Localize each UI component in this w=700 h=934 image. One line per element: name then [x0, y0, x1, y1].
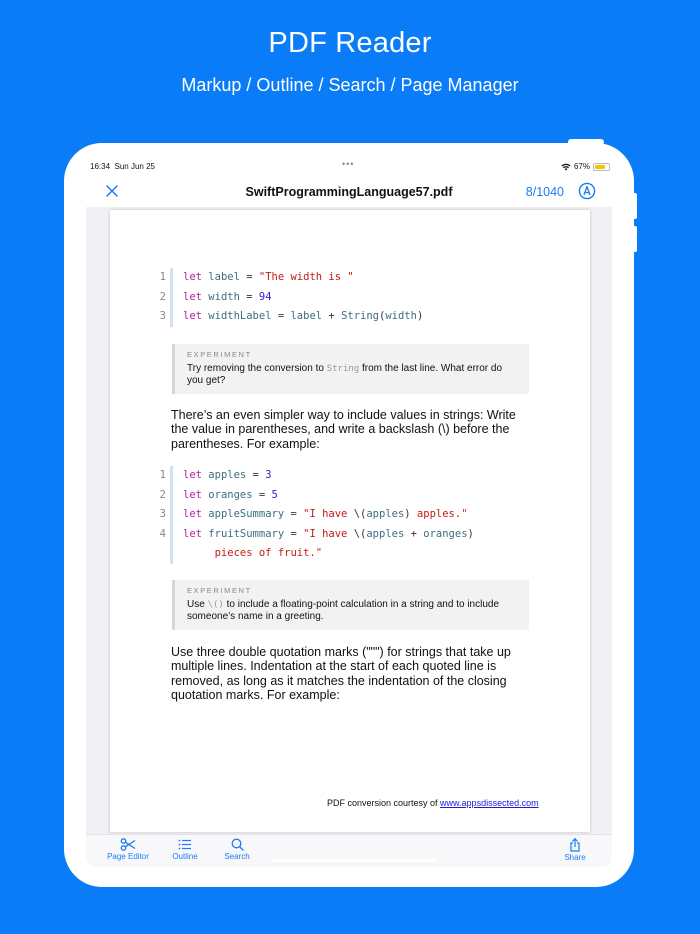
multitasking-dots[interactable]: •••	[342, 159, 355, 169]
outline-button[interactable]	[170, 838, 200, 861]
status-bar	[90, 159, 610, 174]
code-block-2	[159, 466, 474, 564]
share-label: Share	[564, 853, 586, 862]
pdf-viewer[interactable]	[86, 207, 612, 834]
search-button[interactable]	[222, 838, 252, 861]
code-line: 2 let oranges = 5	[173, 486, 474, 506]
code-line: 4 let fruitSummary = "I have \(apples + oranges)	[173, 525, 474, 545]
document-title: SwiftProgrammingLanguage57.pdf	[245, 185, 453, 199]
search-icon	[231, 838, 244, 851]
code-line: 2 let width = 94	[173, 288, 423, 308]
status-time	[90, 162, 155, 171]
code-line: pieces of fruit."	[214, 547, 323, 559]
code-line: 1 let label = "The width is "	[173, 268, 423, 288]
line-number: 1	[159, 469, 166, 481]
line-number: 2	[159, 290, 166, 303]
experiment-text: Try removing the conversion to String from the last line. What error do you get?	[187, 363, 503, 386]
share-icon	[569, 838, 581, 852]
code-line: 1 let apples = 3	[173, 466, 474, 486]
experiment-text: Use \() to include a floating-point calculation in a string and to include someone’s name in a greeting.	[187, 599, 500, 622]
clock: 16:34	[90, 162, 111, 171]
paragraph-string-interpolation: There’s an even simpler way to include values in strings: Write the value in parentheses, and write a backslash (\) before the parentheses. For example:	[171, 408, 516, 451]
battery-icon	[593, 163, 610, 171]
experiment-label: EXPERIMENT	[187, 586, 252, 595]
search-label: Search	[224, 852, 250, 861]
page-editor-button[interactable]	[106, 838, 150, 861]
status-indicators	[561, 162, 610, 171]
code-line: 3 let widthLabel = label + String(width)	[173, 307, 423, 327]
date: Sun Jun 25	[114, 162, 155, 171]
wifi-icon	[561, 163, 571, 171]
footer-link[interactable]: www.appsdissected.com	[440, 798, 539, 808]
nav-bar	[86, 178, 612, 206]
page-counter[interactable]: 8/1040	[525, 185, 564, 199]
share-button[interactable]	[560, 838, 590, 862]
line-number: 2	[159, 488, 166, 501]
code-line: 3 let appleSummary = "I have \(apples) apples."	[173, 505, 474, 525]
experiment-label: EXPERIMENT	[187, 350, 252, 359]
paragraph-multiline-strings: Use three double quotation marks (""") for strings that take up multiple lines. Indentation at the start of each quoted line is removed, as long as it matches the indentation of the closing quotation marks. For example:	[171, 645, 511, 702]
scissors-icon	[120, 838, 136, 851]
line-number: 4	[159, 527, 166, 540]
markup-pen-icon[interactable]	[578, 182, 596, 200]
page-editor-label: Page Editor	[107, 852, 149, 861]
outline-label: Outline	[172, 852, 198, 861]
battery-percent: 67%	[573, 162, 590, 171]
home-indicator[interactable]	[271, 859, 436, 862]
bottom-toolbar	[86, 834, 612, 867]
line-number: 3	[159, 310, 166, 322]
experiment-box-2	[172, 580, 529, 630]
list-icon	[178, 838, 192, 851]
line-number: 3	[159, 508, 166, 520]
pdf-page[interactable]	[110, 210, 590, 832]
code-block-1	[159, 268, 424, 327]
line-number: 1	[159, 271, 166, 283]
promo-title: PDF Reader	[268, 27, 432, 59]
footer-credit: PDF conversion courtesy of www.appsdissected.com	[327, 798, 539, 808]
experiment-box-1	[172, 344, 529, 394]
promo-subtitle: Markup / Outline / Search / Page Manager	[181, 75, 519, 95]
